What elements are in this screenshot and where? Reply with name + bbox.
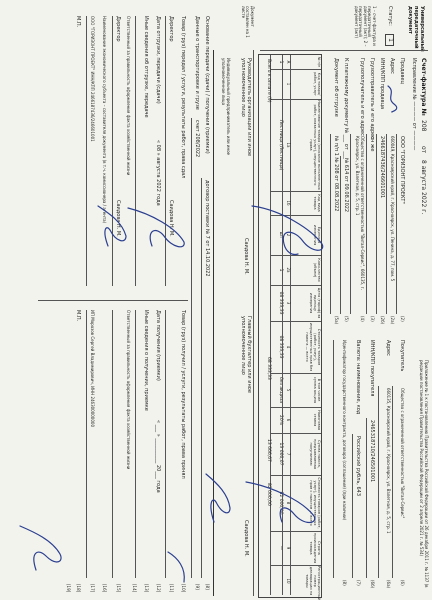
handed-label: Товар (груз) передал / услуги, результаты работ, права сдал — [180, 16, 186, 179]
head-label: Руководитель организации или иное уполномоченное лицо — [240, 58, 252, 157]
handed-name: Саидова Н. М. — [168, 200, 174, 237]
shipment-doc-code: (5а) — [334, 316, 339, 325]
correction-line: Исправление № ———— от ———— — [411, 58, 417, 151]
stamp-place-left: М.П. — [75, 16, 81, 28]
table-col-number: 3 — [286, 301, 291, 305]
line-code: [19] — [66, 584, 71, 593]
table-col-number: 1б — [286, 200, 291, 206]
table-header-cell: Стоимость товаров (работ, услуг), имущественных прав без налога — всего — [305, 322, 321, 372]
table-header-cell: Налоговая ставка — [313, 410, 321, 430]
table-col-number: 9 — [286, 546, 291, 550]
table-header-cell: Сумма налога, предъявляемая покупателю — [309, 439, 321, 469]
payment-doc-code: (5) — [344, 316, 349, 322]
table-col-number: 8 — [286, 501, 291, 505]
table-col-number: 6 — [286, 418, 291, 422]
received-date-label: Дата получения (приемки) — [155, 310, 161, 381]
table-row-cell: Лестница (Лестница) — [278, 119, 283, 171]
buyer-underline — [392, 386, 393, 578]
shipper-underline — [366, 134, 367, 314]
table-col-number: 7 — [286, 452, 291, 456]
total-sum: 82 000,00 — [266, 483, 271, 506]
transport-value: счет 208/2022 — [194, 120, 200, 158]
table-row-cell: 20% — [278, 414, 283, 425]
table-col-number: 1а — [286, 142, 291, 148]
table-row-cell: 1 — [278, 60, 283, 64]
seller-address-label: Адрес — [389, 58, 395, 74]
seller-inn-value: 2466187436/246601001 — [379, 136, 385, 199]
basis-value: договор поставки № 7 от 14.10.2022 — [204, 180, 210, 277]
ink-mark-status — [384, 84, 398, 114]
line-code: [13] — [144, 584, 149, 593]
accountant-name: Саидова Н. М. — [243, 520, 249, 557]
resp-name: Саидова Н. М. — [115, 200, 121, 237]
seller-inn-code: (2б) — [380, 316, 385, 325]
seller-address-value: 660049, Красноярский край, г. Красноярск, ул. Ленина, д. 77, пом. 5 — [390, 136, 395, 282]
seller-inn-underline — [376, 134, 377, 314]
table-header-cell: Код вида товара — [313, 194, 321, 212]
table-col-number: 5 — [286, 388, 291, 392]
buyer-inn-underline — [366, 418, 367, 578]
table-header-cell: Цена (тариф) за единицу измерения — [309, 287, 321, 319]
shipment-doc-label: Документ об отгрузке — [333, 58, 339, 117]
shipment-doc-value: № п/п 1 № 208 от 08.08.2022 — [333, 136, 339, 212]
shipper-code: (3) — [370, 316, 375, 322]
line-code: [8] — [205, 584, 210, 590]
received-other-label: Иные сведения о получении, приемке — [143, 310, 149, 411]
table-row-cell: 68 333,33 — [278, 291, 283, 315]
buyer-address-value: 660135, Красноярский край, г. Красноярск, ул. Взлетная, д. 5, стр. 1 — [386, 388, 391, 534]
other-info-label: Иные сведения об отгрузке, передаче — [143, 16, 149, 118]
table-header-cell: № п/п — [317, 56, 321, 68]
received-resp-label: Ответственный за правильность оформления факта хозяйственной жизни — [126, 310, 131, 470]
line-code: [11] — [169, 584, 174, 593]
consignee-underline — [350, 134, 351, 314]
table-row-cell: 82 000,00 — [278, 491, 283, 515]
seller-label: Продавец — [399, 58, 405, 84]
line-code: [14] — [132, 584, 137, 593]
buyer-address-underline — [378, 386, 379, 578]
seller-underline — [396, 134, 397, 314]
currency-code: (7) — [356, 580, 361, 586]
table-header-cell: Страна происхождения товара — [309, 532, 321, 564]
invoice-date: 8 августа 2022 г. — [420, 160, 427, 215]
table-col-number: 4 — [286, 345, 291, 349]
currency-label: Валюта: наименование, код — [355, 340, 361, 415]
side-label: Универсальный передаточный документ — [407, 6, 425, 52]
side-divider — [260, 50, 428, 51]
entity-value: ООО "ГОРИЗОНТ ПРОЕКТ" ИНН/КПП 2466187436/246601001 — [90, 16, 95, 142]
invoice-from: от — [420, 146, 427, 154]
buyer-inn-value: 2465318710/246501001 — [369, 420, 375, 483]
ship-date-label: Дата отгрузки, передачи (сдачи) — [155, 16, 161, 104]
table-header-cell: Стоимость товаров (работ, услуг), имущественных прав с налогом — всего — [309, 477, 321, 529]
status-value: 1 — [385, 34, 394, 46]
table-col-number: 2а — [286, 267, 291, 273]
handed-signature — [122, 200, 192, 260]
buyer-inn-code: (6б) — [370, 580, 375, 589]
contract-id-code: (8) — [342, 580, 347, 586]
line-code: [17] — [90, 584, 95, 593]
doc-pages: Документ составлен на 1 листе — [240, 6, 255, 38]
shipper-value: он же — [369, 136, 375, 152]
received-date-value: « ___ » __________ 20___ года — [155, 420, 161, 493]
table-row-cell: шт — [278, 231, 283, 239]
buyer-signature — [200, 470, 236, 530]
line-code: [10] — [181, 584, 186, 593]
contract-id-underline — [333, 340, 334, 578]
buyer-inn-label: ИНН/КПП покупателя — [369, 340, 375, 397]
total-label: Всего к оплате (9) — [266, 59, 271, 103]
status-note: 1 – счет-фактура и передаточный документ (акт); 2 – передаточный документ (акт) — [353, 6, 377, 47]
seller-address-underline — [386, 134, 387, 314]
table-col-number: 2 — [286, 233, 291, 237]
received-resp-underline — [112, 310, 113, 578]
ink-mark-date — [162, 548, 192, 588]
table-header-cell: В том числе сумма акциза — [313, 376, 321, 404]
resp-signature — [92, 200, 132, 260]
entity-label: Наименование экономического субъекта – составителя документа (в т.ч. комиссионера / агента) — [102, 16, 107, 224]
buyer-entity-underline — [86, 310, 87, 578]
transport-label: Данные о транспортировке и грузе — [194, 16, 200, 110]
receipt-signature — [14, 520, 70, 580]
table-row-cell: 1 — [278, 268, 283, 272]
transfer-divider — [38, 300, 188, 301]
received-underline — [165, 310, 166, 578]
received-other-underline — [135, 310, 136, 578]
entity-underline — [86, 16, 87, 286]
transport-underline — [191, 118, 192, 578]
line-code: [12] — [156, 584, 161, 593]
payment-doc-underline — [340, 156, 341, 314]
buyer-address-code: (6а) — [386, 580, 391, 589]
invoice-number: 208 — [420, 120, 427, 132]
seller-inn-label: ИНН/КПП продавца — [379, 58, 385, 110]
seller-address-code: (2а) — [390, 316, 395, 325]
table-header-cell: Регистрационный номер декларации на товары — [305, 566, 321, 600]
received-label: Товар (груз) получил / услуги, результаты работ, права принял — [180, 310, 186, 479]
handed-position: Директор — [168, 16, 174, 42]
total-tax: 13 666,67 — [266, 439, 271, 462]
seller-code: (2) — [400, 316, 405, 322]
head-signature — [246, 200, 332, 260]
currency-value: Российский рубль, 643 — [355, 436, 361, 497]
total-cost: 68 333,33 — [266, 357, 271, 380]
line-code: [15] — [116, 584, 121, 593]
resp-position: Директор — [115, 16, 121, 42]
consignee-code: (4) — [360, 316, 365, 322]
resp-label: Ответственный за правильность оформления факта хозяйственной жизни — [126, 16, 131, 176]
table-row-cell: 13 666,67 — [278, 442, 283, 466]
buyer-address-label: Адрес — [385, 340, 391, 356]
buyer-code: (6) — [400, 580, 405, 586]
payment-doc-value: № 614 от 09.08.2022 — [343, 158, 349, 213]
payment-doc-label: К платежному документу № ___ от ___ — [343, 58, 349, 159]
table-row-cell: — — [278, 545, 283, 551]
head-name: Саидова Н. М. — [243, 238, 249, 275]
basis-label: Основание передачи (сдачи) / получения (приемки) — [204, 16, 210, 154]
line-code: [16] — [102, 584, 107, 593]
consignee-label: Грузополучатель и его адрес — [359, 58, 365, 136]
buyer-value: Общество с ограниченной ответственностью "Витал-Сервис" — [400, 388, 405, 519]
table-col-number: 1 — [286, 82, 291, 86]
entrepreneur-label: Индивидуальный предприниматель или иное уполномоченное лицо — [221, 58, 231, 156]
table-header-cell: Наименование товара (описание выполненных работ, оказанных услуг), имущественного права — [309, 100, 321, 190]
appendix-note: Приложение № 1 к постановлению Правительства Российской Федерации от 26 декабря 2011 г. № 1137 (в редакции постановления Правительства Российской Федерации от 2 апреля 2021 г. № 534) — [419, 360, 429, 588]
ship-date-value: « 08 » августа 2022 года — [155, 140, 161, 206]
table-header-cell: Единица измерения — [313, 224, 321, 246]
table-row-cell: 68 333,33 — [278, 335, 283, 359]
contract-id-label: Идентификатор государственного контракта, договора (соглашения) (при наличии) — [342, 340, 347, 521]
table-col-number: А — [286, 60, 291, 64]
table-header-cell: Коли-чество (объем) — [313, 258, 321, 282]
invoice-title: Счет-фактура № — [420, 58, 427, 116]
stamp-place-right: М.П. — [75, 310, 81, 322]
seller-value: ООО "ГОРИЗОНТ ПРОЕКТ" — [399, 136, 405, 204]
line-code: [18] — [76, 584, 81, 593]
line-code: [9] — [195, 584, 200, 590]
consignee-value: Общество с ограниченной ответственностью "Витал-Сервис", 660135, г. Красноярск, ул. Взлетная, д. 5, стр. 1 — [355, 136, 365, 291]
table-header-cell: Код товара/ работ, услуг — [313, 72, 321, 96]
accountant-signature — [240, 474, 326, 534]
table-col-number: 10 — [286, 578, 291, 584]
table-row-cell: без акциза — [278, 377, 283, 403]
accountant-label: Главный бухгалтер или иное уполномоченное лицо — [240, 316, 252, 393]
buyer-label: Покупатель — [399, 340, 405, 372]
buyer-entity-value: ИП Морозов Сергей Владимирович, ИНН 246300000000 — [90, 310, 95, 427]
shipper-label: Грузоотправитель и его адрес — [369, 58, 375, 140]
currency-underline — [352, 434, 353, 578]
status-label: Статус: — [387, 6, 393, 26]
